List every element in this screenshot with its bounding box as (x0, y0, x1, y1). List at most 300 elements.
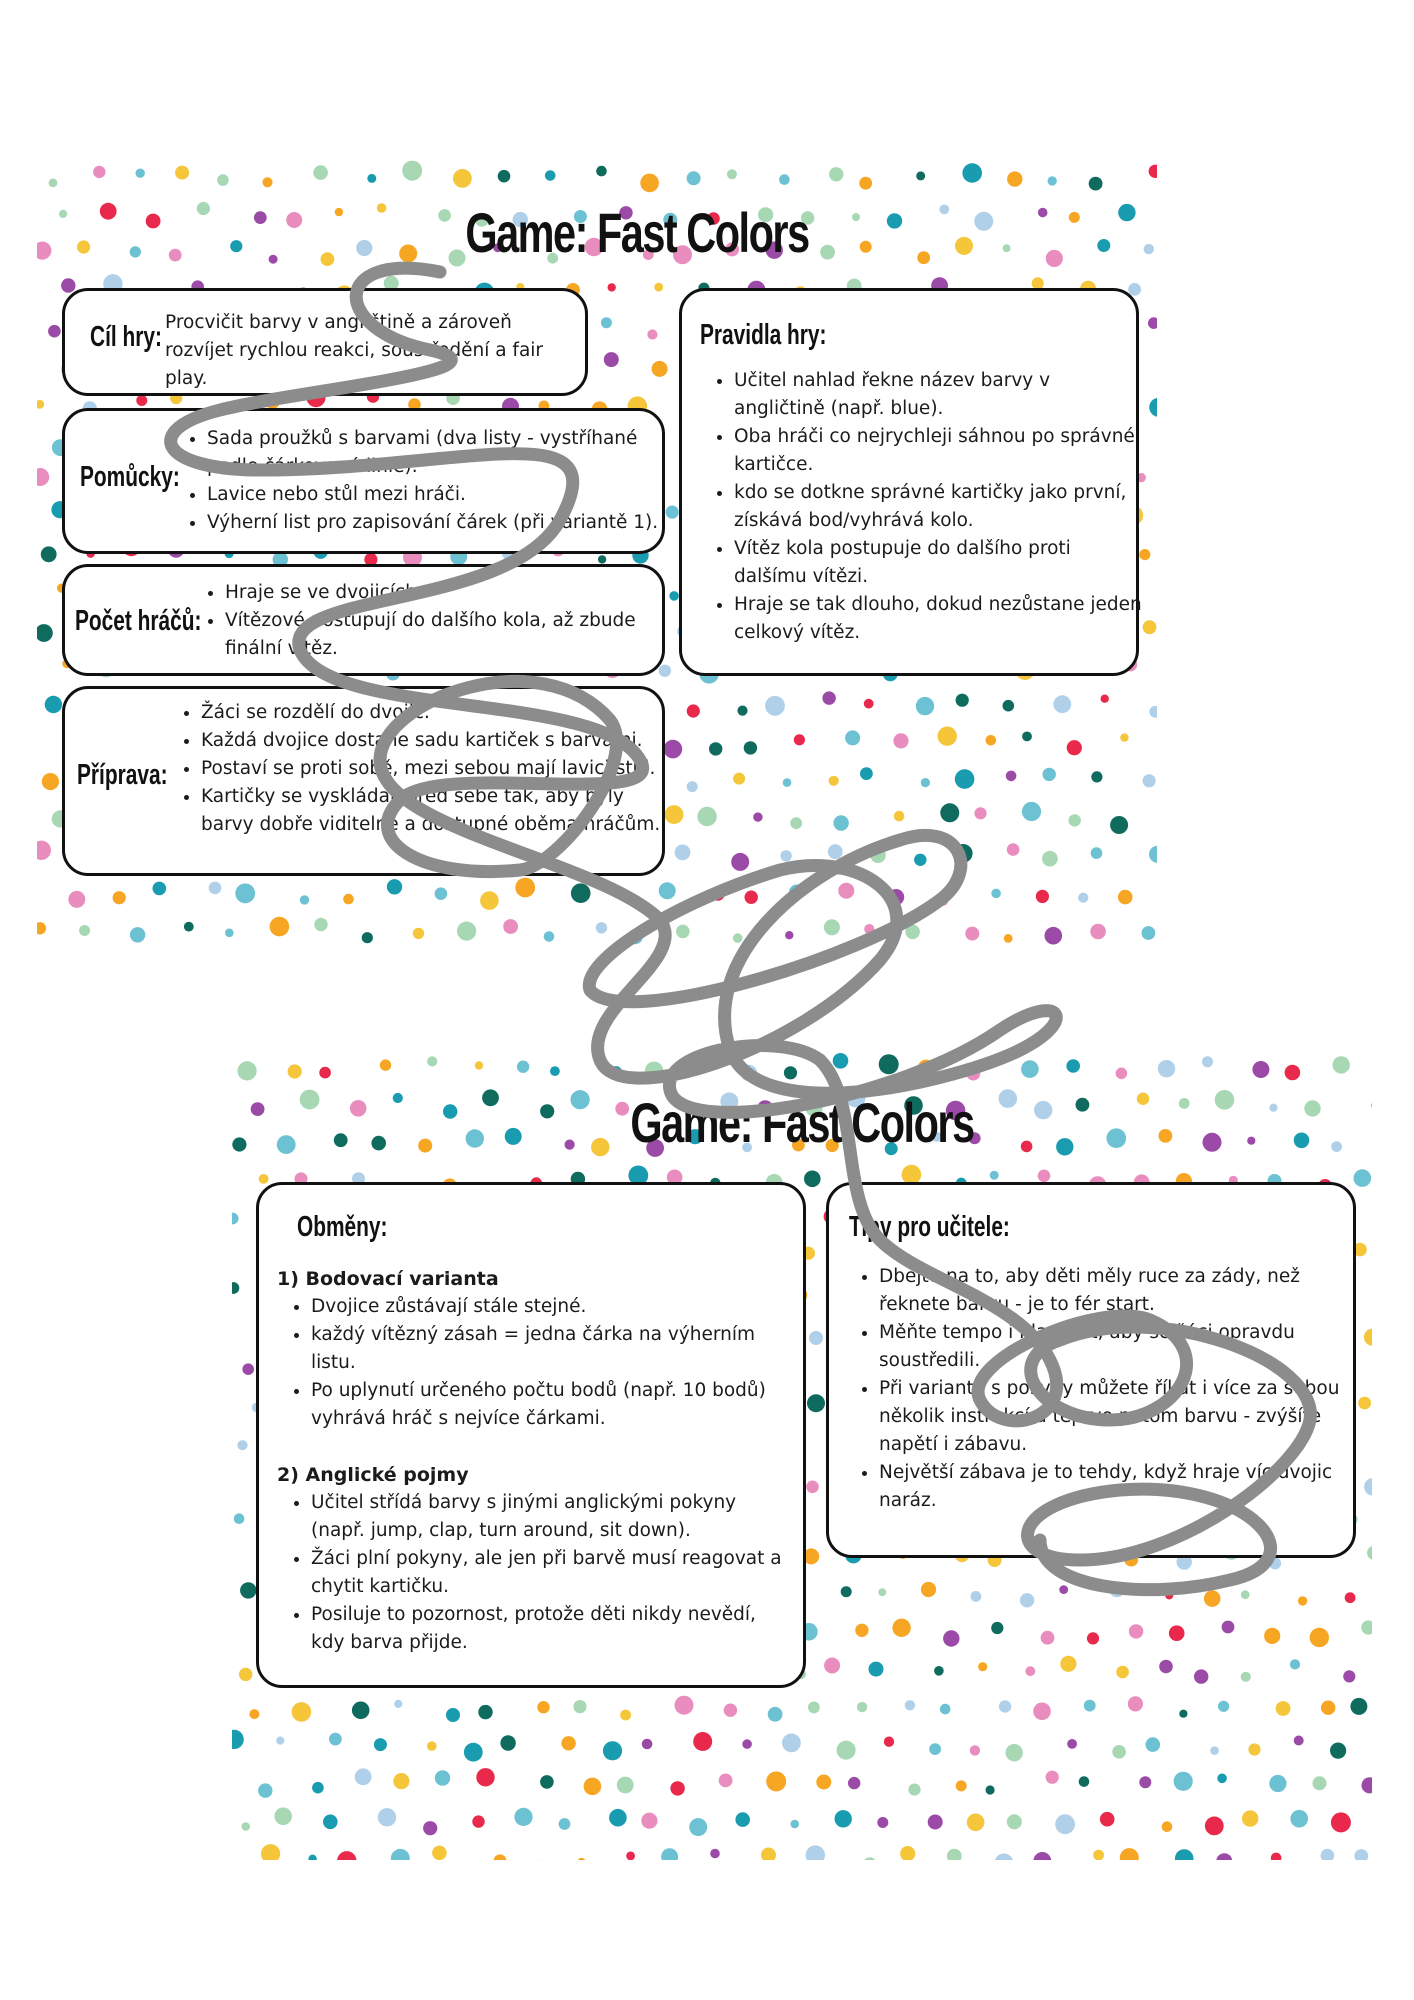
polka-dot (169, 249, 182, 262)
polka-dot (1066, 1059, 1080, 1073)
polka-dot (241, 1822, 250, 1831)
polka-dot (37, 624, 53, 642)
polka-dot (1006, 771, 1017, 782)
polka-dot (270, 917, 290, 937)
polka-dot (136, 169, 145, 178)
polka-dot (130, 927, 145, 942)
polka-dot (1294, 1133, 1310, 1149)
polka-dot (645, 1062, 663, 1080)
list-item: • Výherní list pro zapisování čárek (při variantě 1). (207, 509, 687, 537)
polka-dot (790, 1820, 799, 1829)
polka-dot (1159, 1129, 1173, 1143)
polka-dot (37, 468, 49, 486)
polka-dot (1205, 1817, 1224, 1836)
polka-dot (1003, 244, 1011, 252)
polka-dot (93, 166, 105, 178)
polka-dot (37, 242, 51, 260)
tools-label: Pomůcky: (80, 461, 180, 493)
polka-dot (744, 741, 757, 754)
polka-dot (1078, 893, 1088, 903)
polka-dot (884, 1737, 894, 1747)
polka-dot (938, 727, 957, 746)
polka-dot (1116, 1068, 1128, 1080)
polka-dot (641, 1813, 657, 1829)
polka-dot (917, 251, 930, 264)
polka-dot (1362, 1777, 1373, 1793)
polka-dot (808, 1702, 820, 1714)
polka-dot (687, 171, 701, 185)
polka-dot (659, 665, 671, 677)
polka-dot (1179, 1098, 1190, 1109)
polka-dot (1084, 1700, 1096, 1712)
list-item: • Lavice nebo stůl mezi hráči. (207, 481, 687, 509)
polka-dot (393, 1093, 403, 1103)
polka-dot (1142, 926, 1156, 940)
polka-dot (1149, 398, 1157, 417)
polka-dot (863, 1857, 878, 1860)
polka-dot (130, 246, 141, 257)
polka-dot (1120, 733, 1128, 741)
polka-dot (687, 704, 700, 717)
polka-dot (494, 1854, 507, 1860)
polka-dot (857, 1702, 867, 1712)
polka-dot (1165, 1591, 1173, 1599)
goal-label: Cíl hry: (90, 321, 162, 353)
polka-dot (869, 1662, 884, 1677)
polka-dot (879, 1054, 899, 1074)
polka-dot (1069, 212, 1080, 223)
polka-dot (1354, 1849, 1368, 1860)
polka-dot (1290, 1810, 1308, 1828)
polka-dot (841, 1586, 852, 1597)
polka-dot (837, 1741, 856, 1760)
list-item: • kdo se dotkne správné kartičky jako první, získává bod/vyhrává kolo. (734, 479, 1146, 535)
polka-dot (393, 1773, 409, 1789)
polka-dot (894, 811, 905, 822)
players-list (195, 579, 685, 663)
polka-dot (990, 1171, 999, 1180)
tips-box (826, 1182, 1356, 1558)
goal-text: Procvičit barvy v angličtině a zároveň rozvíjet rychlou reakci, soustředění a fair play. (165, 312, 544, 389)
polka-dot (642, 1739, 653, 1750)
polka-dot (584, 1778, 602, 1796)
polka-dot (676, 925, 690, 939)
polka-dot (1021, 1060, 1039, 1078)
polka-dot (1162, 1821, 1173, 1832)
polka-dot (251, 1102, 265, 1116)
polka-dot (435, 1770, 450, 1785)
polka-dot (967, 1814, 985, 1832)
polka-dot (848, 1777, 860, 1789)
polka-dot (954, 844, 973, 863)
polka-dot (816, 1775, 831, 1790)
polka-dot (822, 691, 835, 704)
polka-dot (916, 697, 934, 715)
list-item: • Hraje se ve dvojicích. (225, 579, 685, 607)
polka-dot (1241, 1590, 1250, 1599)
polka-dot (350, 1100, 367, 1117)
polka-dot (258, 1783, 272, 1797)
polka-dot (652, 361, 668, 377)
polka-dot (274, 1808, 292, 1826)
polka-dot (153, 882, 167, 896)
polka-dot (887, 213, 902, 228)
polka-dot (49, 179, 58, 188)
rules-label: Pravidla hry: (700, 319, 827, 351)
polka-dot (1129, 1624, 1143, 1638)
polka-dot (1216, 1853, 1232, 1860)
polka-dot (292, 1702, 312, 1722)
polka-dot (1215, 1090, 1235, 1110)
variant-2-list (277, 1489, 787, 1657)
polka-dot (971, 1591, 982, 1602)
polka-dot (864, 699, 874, 709)
polka-dot (537, 1701, 549, 1713)
polka-dot (457, 922, 476, 941)
polka-dot (1101, 695, 1109, 703)
polka-dot (1158, 1060, 1175, 1077)
polka-dot (742, 1739, 752, 1749)
polka-dot (689, 1063, 698, 1072)
polka-dot (261, 1844, 280, 1860)
polka-dot (391, 1849, 410, 1860)
polka-dot (480, 891, 499, 910)
polka-dot (1367, 1546, 1372, 1560)
polka-dot (1202, 1056, 1213, 1067)
polka-dot (423, 1821, 437, 1835)
polka-dot (1067, 740, 1082, 755)
polka-dot (505, 1128, 522, 1145)
list-item: • Po uplynutí určeného počtu bodů (např. 10 bodů) vyhrává hráč s nejvíce čárkami. (311, 1377, 787, 1433)
polka-dot (1333, 1056, 1350, 1073)
polka-dot (286, 212, 302, 228)
polka-dot (374, 1738, 387, 1751)
polka-dot (1331, 1141, 1342, 1152)
polka-dot (640, 174, 659, 193)
polka-dot (974, 212, 993, 231)
polka-dot (352, 1702, 370, 1720)
list-item: • Vítězové postupují do dalšího kola, až zbude finální vítěz. (225, 607, 685, 663)
tips-list (849, 1263, 1369, 1515)
polka-dot (1290, 1659, 1300, 1669)
polka-dot (628, 929, 643, 944)
players-box (62, 564, 665, 676)
polka-dot (1174, 1772, 1193, 1791)
polka-dot (1091, 847, 1103, 859)
polka-dot (761, 1848, 776, 1861)
list-item: • Měňte tempo i hlasitost, aby se žáci opravdu soustředili. (879, 1319, 1369, 1375)
polka-dot (608, 283, 616, 291)
polka-dot (617, 1777, 634, 1794)
polka-dot (794, 734, 805, 745)
polka-dot (387, 879, 402, 894)
polka-dot (1159, 1660, 1173, 1674)
polka-dot (1330, 1743, 1346, 1759)
worksheet-page-1 (37, 160, 1157, 950)
polka-dot (1048, 176, 1057, 185)
list-item: • Dvojice zůstávají stále stejné. (311, 1293, 787, 1321)
polka-dot (768, 1707, 783, 1722)
worksheet-page-2 (232, 1050, 1372, 1860)
list-item: • Žáci plní pokyny, ale jen při barvě musí reagovat a chytit kartičku. (311, 1545, 787, 1601)
polka-dot (1146, 1737, 1161, 1752)
polka-dot (921, 1582, 936, 1597)
polka-dot (37, 841, 51, 860)
polka-dot (991, 889, 1001, 899)
polka-dot (1006, 1744, 1023, 1761)
polka-dot (1241, 1672, 1251, 1682)
polka-dot (596, 922, 607, 933)
polka-dot (323, 1815, 338, 1830)
polka-dot (476, 1768, 494, 1786)
polka-dot (1056, 1138, 1073, 1155)
polka-dot (731, 853, 749, 871)
polka-dot (1038, 208, 1048, 218)
polka-dot (1110, 816, 1128, 834)
polka-dot (929, 1743, 941, 1755)
polka-dot (1149, 165, 1157, 178)
polka-dot (402, 161, 422, 181)
polka-dot (37, 922, 46, 934)
polka-dot (559, 1818, 571, 1830)
polka-dot (1067, 1739, 1077, 1749)
polka-dot (1118, 204, 1135, 221)
polka-dot (804, 1171, 821, 1188)
polka-dot (259, 1174, 269, 1184)
polka-dot (314, 918, 327, 931)
variant-1-title: 1) Bodovací varianta (277, 1268, 499, 1290)
polka-dot (321, 252, 335, 266)
polka-dot (1175, 1849, 1194, 1860)
polka-dot (235, 883, 255, 903)
polka-dot (955, 769, 975, 789)
polka-dot (1194, 1669, 1208, 1683)
polka-dot (596, 166, 607, 177)
polka-dot (1046, 1771, 1059, 1784)
polka-dot (609, 883, 618, 892)
polka-dot (517, 1061, 529, 1073)
polka-dot (1271, 1853, 1282, 1860)
polka-dot (845, 730, 860, 745)
polka-dot (197, 202, 210, 215)
polka-dot (1321, 1849, 1335, 1860)
tips-label: Tipy pro učitele: (849, 1211, 1010, 1243)
polka-dot (1371, 1101, 1372, 1110)
polka-dot (905, 925, 920, 940)
polka-dot (833, 815, 848, 830)
prep-box (62, 686, 665, 876)
polka-dot (654, 283, 663, 292)
polka-dot (427, 1741, 437, 1751)
polka-dot (1043, 768, 1056, 781)
goal-box (62, 288, 588, 396)
polka-dot (378, 1808, 396, 1826)
polka-dot (240, 1582, 256, 1598)
polka-dot (806, 1481, 819, 1494)
polka-dot (661, 1848, 678, 1860)
polka-dot (1354, 1169, 1372, 1187)
polka-dot (1090, 924, 1106, 940)
list-item: • Žáci se rozdělí do dvojic. (201, 699, 681, 727)
polka-dot (1128, 1696, 1143, 1711)
polka-dot (765, 696, 785, 716)
variants-label: Obměny: (297, 1211, 388, 1243)
polka-dot (238, 1061, 257, 1080)
polka-dot (1079, 1776, 1090, 1787)
polka-dot (482, 1089, 499, 1106)
polka-dot (1285, 1065, 1301, 1081)
polka-dot (939, 205, 949, 215)
polka-dot (1345, 1592, 1356, 1603)
polka-dot (737, 706, 747, 716)
polka-dot (464, 1743, 483, 1762)
polka-dot (1025, 1666, 1035, 1676)
polka-dot (727, 169, 737, 179)
polka-dot (337, 1851, 356, 1860)
polka-dot (1218, 1701, 1229, 1712)
polka-dot (1204, 1590, 1221, 1607)
polka-dot (905, 1700, 915, 1710)
polka-dot (1276, 1701, 1291, 1716)
polka-dot (217, 174, 229, 186)
polka-dot (620, 1710, 631, 1721)
polka-dot (1269, 1557, 1281, 1569)
polka-dot (242, 1363, 254, 1375)
polka-dot (687, 781, 698, 792)
polka-dot (741, 1065, 758, 1082)
prep-label: Příprava: (77, 759, 168, 791)
polka-dot (835, 1810, 852, 1827)
polka-dot (1269, 1104, 1277, 1112)
polka-dot (68, 891, 85, 908)
polka-dot (1055, 1814, 1075, 1834)
polka-dot (561, 1736, 575, 1750)
polka-dot (466, 1129, 484, 1147)
polka-dot (785, 931, 793, 939)
polka-dot (1149, 846, 1157, 863)
polka-dot (1042, 851, 1058, 867)
polka-dot (928, 1815, 943, 1830)
polka-dot (1041, 1631, 1055, 1645)
polka-dot (864, 924, 874, 934)
polka-dot (1007, 843, 1020, 856)
polka-dot (136, 395, 147, 406)
polka-dot (1343, 1670, 1355, 1682)
polka-dot (288, 1064, 302, 1078)
polka-dot (1022, 802, 1041, 821)
polka-dot (1313, 1776, 1327, 1790)
list-item: • Dbejte na to, aby děti měly ruce za zády, než řeknete barvu - je to fér start. (879, 1263, 1369, 1319)
polka-dot (472, 1815, 484, 1827)
polka-dot (1045, 927, 1063, 945)
polka-dot (1217, 1774, 1227, 1784)
polka-dot (329, 1733, 342, 1746)
polka-dot (230, 240, 242, 252)
polka-dot (719, 1774, 733, 1788)
list-item: • Největší zábava je to tehdy, když hraje víc dvojic naráz. (879, 1459, 1369, 1515)
polka-dot (1210, 1746, 1219, 1755)
list-item: • Při variantě s pokyny můžete říkat i více za sebou několik instrukcí a teprve potom barvu - zvýšíte napětí i zábavu. (879, 1375, 1369, 1459)
polka-dot (1091, 771, 1102, 782)
polka-dot (498, 170, 511, 183)
polka-dot (956, 1780, 967, 1791)
tools-list (177, 425, 687, 537)
polka-dot (277, 1135, 296, 1154)
polka-dot (1264, 1628, 1280, 1644)
polka-dot (675, 845, 691, 861)
polka-dot (609, 1809, 627, 1827)
polka-dot (1007, 1814, 1022, 1829)
polka-dot (175, 166, 189, 180)
polka-dot (965, 927, 979, 941)
list-item: • Postaví se proti sobě, mezi sebou mají lavici/stůl. (201, 755, 681, 783)
polka-dot (427, 1056, 437, 1066)
variants-box (256, 1182, 806, 1688)
polka-dot (789, 885, 804, 900)
polka-dot (1089, 177, 1103, 191)
polka-dot (443, 1104, 457, 1118)
polka-dot (689, 1818, 707, 1836)
polka-dot (870, 847, 886, 863)
polka-dot (1116, 1666, 1129, 1679)
polka-dot (573, 1700, 586, 1713)
polka-dot (1112, 1745, 1126, 1759)
polka-dot (453, 169, 472, 188)
polka-dot (362, 932, 373, 943)
polka-dot (710, 1849, 720, 1859)
polka-dot (475, 1061, 483, 1069)
polka-dot (41, 546, 57, 562)
polka-dot (914, 854, 926, 866)
list-item: • Sada proužků s barvami (dva listy - vystříhané podle čárkované linie). (207, 425, 687, 481)
polka-dot (970, 1745, 980, 1755)
polka-dot (753, 812, 762, 821)
polka-dot (514, 1808, 532, 1826)
polka-dot (571, 883, 591, 903)
page-title: Game: Fast Colors (630, 1091, 974, 1154)
polka-dot (1252, 1061, 1269, 1078)
polka-dot (1118, 890, 1133, 905)
polka-dot (1179, 1710, 1187, 1718)
polka-dot (999, 1700, 1011, 1712)
polka-dot (1137, 1093, 1149, 1105)
polka-dot (380, 1059, 391, 1070)
polka-dot (766, 1771, 786, 1791)
polka-dot (394, 1700, 402, 1708)
polka-dot (435, 887, 448, 900)
polka-dot (1120, 1848, 1139, 1860)
polka-dot (540, 1104, 554, 1118)
polka-dot (1310, 1628, 1329, 1647)
rules-list (704, 367, 1146, 647)
polka-dot (308, 1855, 316, 1860)
polka-dot (1242, 1810, 1258, 1826)
polka-dot (1248, 1743, 1260, 1755)
list-item: • Posiluje to pozornost, protože děti nikdy nevědí, kdy barva přijde. (311, 1601, 787, 1657)
polka-dot (1046, 250, 1063, 267)
polka-dot (355, 1768, 372, 1785)
polka-dot (300, 1090, 320, 1110)
polka-dot (943, 1630, 959, 1646)
polka-dot (232, 1282, 239, 1294)
polka-dot (784, 1066, 797, 1079)
polka-dot (807, 1394, 825, 1412)
polka-dot (824, 919, 840, 935)
polka-dot (893, 733, 908, 748)
list-item: • Každá dvojice dostane sadu kartiček s barvami. (201, 727, 681, 755)
polka-dot (693, 1732, 712, 1751)
polka-dot (42, 773, 59, 790)
